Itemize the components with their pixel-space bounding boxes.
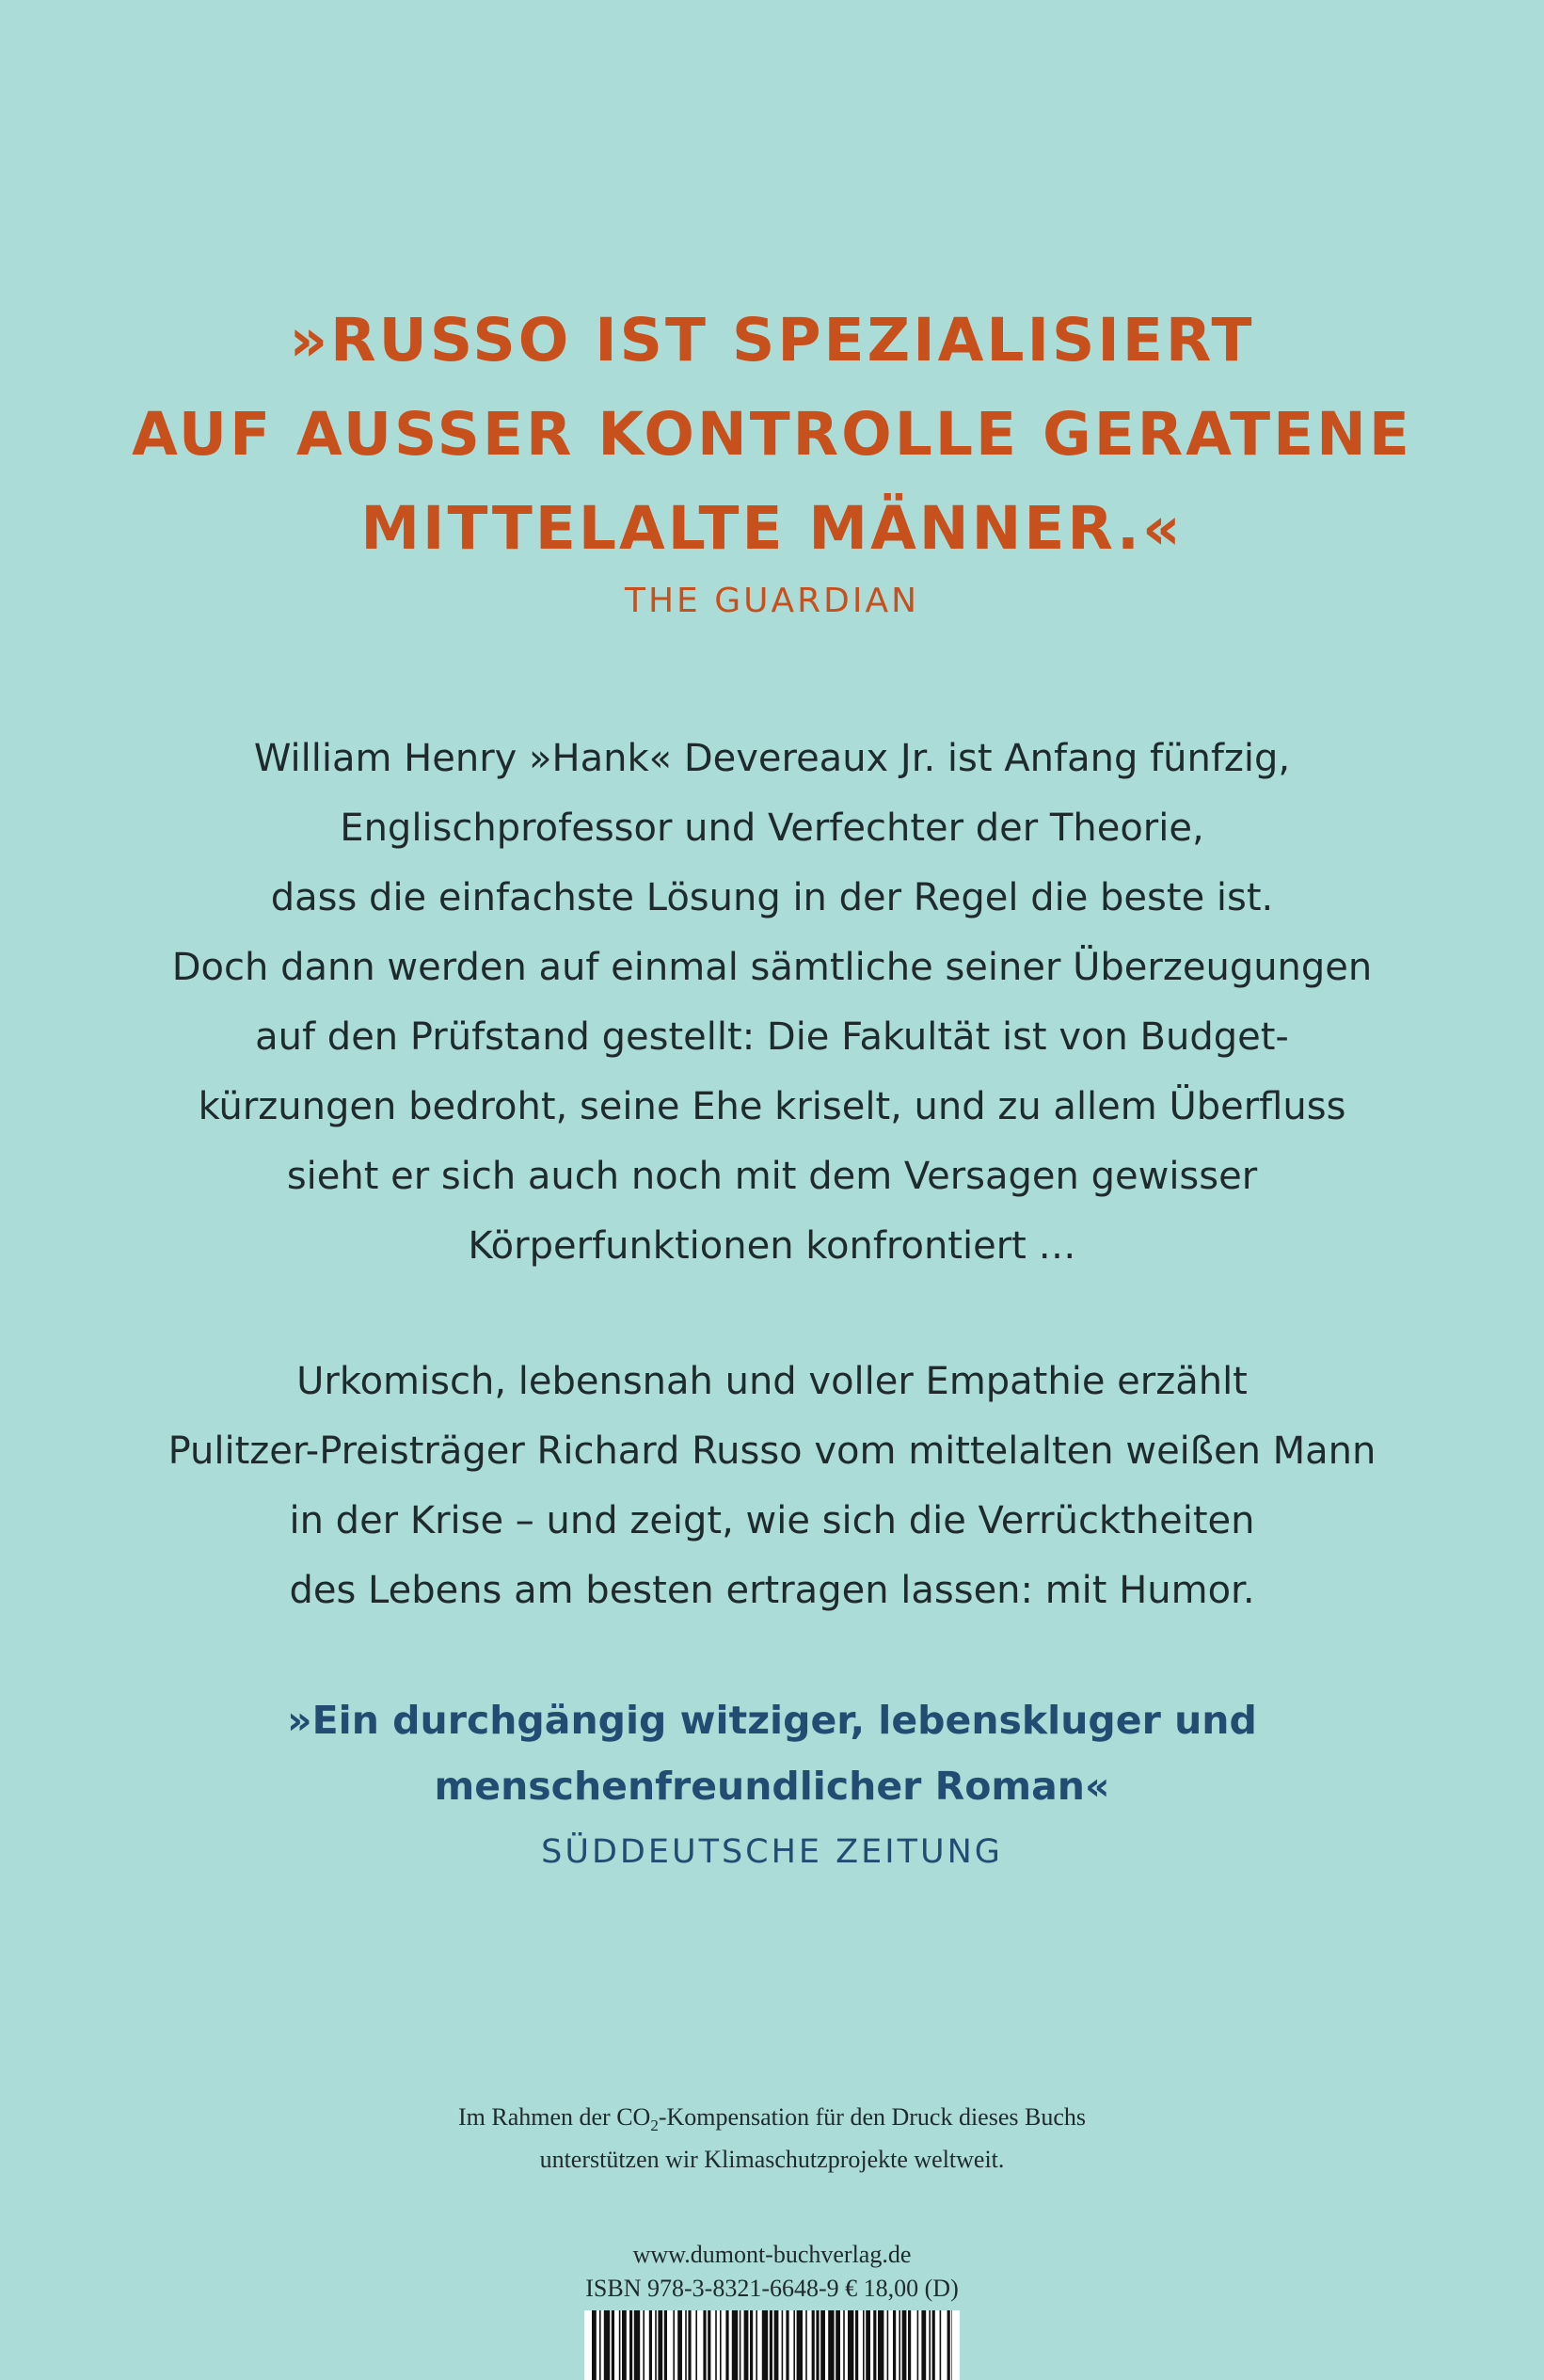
barcode-bar [703, 2310, 706, 2380]
barcode-bar [932, 2310, 935, 2380]
barcode-bar [917, 2310, 919, 2380]
headline-quote [0, 294, 1544, 576]
barcode-bar [848, 2310, 853, 2380]
barcode-bar [782, 2310, 784, 2380]
barcode-bar [828, 2310, 834, 2380]
barcode-bar [619, 2310, 621, 2380]
climate-note-line-1 [0, 2100, 1544, 2143]
review-quote-line: »Ein durchgängig witziger, lebenskluger und [287, 1698, 1257, 1743]
barcode-bar [873, 2310, 876, 2380]
blurb-paragraph-2 [0, 1347, 1544, 1625]
climate-note-text: Im Rahmen der CO [457, 2103, 651, 2131]
blurb-line: Urkomisch, lebensnah und voller Empathie erzählt [296, 1360, 1248, 1403]
barcode-bar [805, 2310, 807, 2380]
barcode-bar [947, 2310, 950, 2380]
barcode-bar [740, 2310, 741, 2380]
barcode-bar [673, 2310, 675, 2380]
review-quote-line: menschenfreundlicher Roman« [434, 1764, 1110, 1809]
barcode-bar [866, 2310, 870, 2380]
headline-line: MITTELALTE MÄNNER.« [360, 494, 1184, 563]
barcode-bar [685, 2310, 687, 2380]
barcode-bar [744, 2310, 749, 2380]
barcode-bar [770, 2310, 772, 2380]
barcode-icon [584, 2310, 960, 2380]
barcode-bar [629, 2310, 632, 2380]
barcode-bar [725, 2310, 728, 2380]
barcode-bar [762, 2310, 768, 2380]
headline-line: AUF AUSSER KONTROLLE GERATENE [132, 400, 1412, 469]
barcode-bar [708, 2310, 710, 2380]
barcode-bar [863, 2310, 865, 2380]
publisher-website: www.dumont-buchverlag.de [632, 2241, 912, 2268]
barcode-bar [774, 2310, 779, 2380]
barcode-bar [843, 2310, 845, 2380]
blurb-line: William Henry »Hank« Devereaux Jr. ist Anfang fünfzig, [253, 737, 1291, 780]
barcode-bar [750, 2310, 753, 2380]
barcode-bar [643, 2310, 645, 2380]
headline-quote-source: THE GUARDIAN [624, 582, 920, 620]
barcode-bar [786, 2310, 788, 2380]
blurb-line: kürzungen bedroht, seine Ehe kriselt, und zu allem Überfluss [198, 1085, 1346, 1128]
barcode-bar [732, 2310, 738, 2380]
imprint [0, 2238, 1544, 2306]
barcode-bar [899, 2310, 900, 2380]
barcode-bar [599, 2310, 601, 2380]
review-quote-source: SÜDDEUTSCHE ZEITUNG [541, 1833, 1003, 1871]
barcode-bar [797, 2310, 803, 2380]
barcode-bar [756, 2310, 757, 2380]
blurb-line: Pulitzer-Preisträger Richard Russo vom mittelalten weißen Mann [167, 1430, 1377, 1473]
blurb-line: des Lebens am besten ertragen lassen: mit Humor. [289, 1569, 1255, 1612]
barcode-bar [715, 2310, 717, 2380]
barcode-bar [820, 2310, 825, 2380]
blurb-line: dass die einfachste Lösung in der Regel die beste ist. [270, 876, 1274, 919]
barcode-bar [902, 2310, 907, 2380]
barcode-bar [878, 2310, 883, 2380]
barcode-bar [720, 2310, 722, 2380]
barcode-bar [855, 2310, 858, 2380]
barcode-bar [649, 2310, 652, 2380]
climate-note-line-2: unterstützen wir Klimaschutzprojekte weltweit. [539, 2146, 1005, 2174]
barcode-bar [655, 2310, 657, 2380]
blurb-line: sieht er sich auch noch mit dem Versagen gewisser [286, 1155, 1258, 1198]
barcode-bar [929, 2310, 931, 2380]
climate-note [0, 2100, 1544, 2177]
blurb-line: auf den Prüfstand gestellt: Die Fakultät ist von Budget- [255, 1015, 1289, 1059]
barcode-bar [951, 2310, 952, 2380]
barcode-bar [658, 2310, 662, 2380]
barcode-bar [940, 2310, 942, 2380]
barcode-graphic [584, 2310, 960, 2380]
barcode-bar [612, 2310, 614, 2380]
barcode-bar [793, 2310, 795, 2380]
blurb-line: Doch dann werden auf einmal sämtliche seiner Überzeugungen [171, 946, 1373, 989]
barcode-bar [893, 2310, 896, 2380]
climate-note-subscript: 2 [650, 2116, 659, 2135]
barcode-bar [908, 2310, 911, 2380]
barcode-bar [816, 2310, 819, 2380]
barcode-bar [592, 2310, 597, 2380]
barcode-bar [887, 2310, 889, 2380]
headline-line: »RUSSO IST SPEZIALISIERT [289, 306, 1255, 375]
blurb-line: in der Krise – und zeigt, wie sich die Verrücktheiten [289, 1499, 1255, 1542]
blurb-line: Englischprofessor und Verfechter der Theorie, [340, 807, 1204, 850]
climate-note-text: -Kompensation für den Druck dieses Buchs [658, 2103, 1087, 2131]
barcode-bar [634, 2310, 640, 2380]
barcode-bar [688, 2310, 691, 2380]
barcode-bar [836, 2310, 840, 2380]
review-quote [0, 1687, 1544, 1819]
barcode-bar [921, 2310, 926, 2380]
blurb-paragraph-1 [0, 724, 1544, 1281]
barcode-bar [604, 2310, 610, 2380]
barcode-bar [664, 2310, 667, 2380]
barcode-bar [695, 2310, 697, 2380]
barcode-bar [622, 2310, 627, 2380]
blurb-line: Körperfunktionen konfrontiert … [468, 1224, 1076, 1268]
barcode-bar [812, 2310, 815, 2380]
barcode-bar [677, 2310, 682, 2380]
isbn-price-line: ISBN 978-3-8321-6648-9 € 18,00 (D) [585, 2275, 959, 2302]
